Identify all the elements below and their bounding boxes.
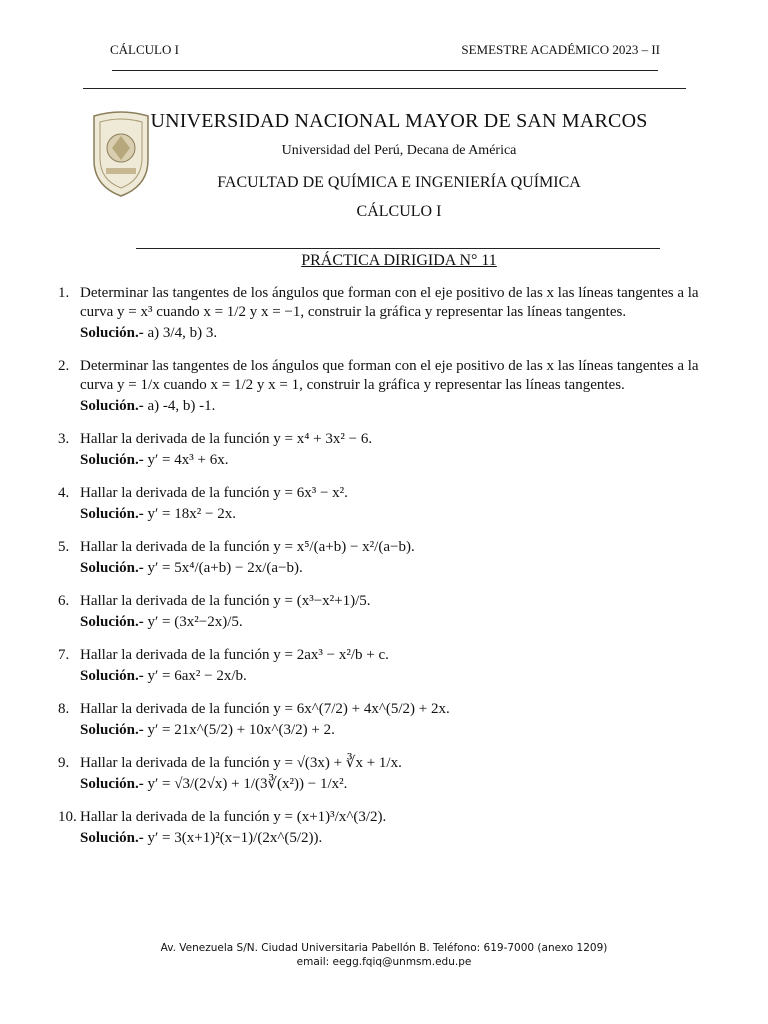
problem-solution <box>80 613 718 632</box>
solution-value: y′ = 18x² − 2x. <box>147 506 236 522</box>
university-subtitle: Universidad del Perú, Decana de América <box>281 143 517 158</box>
solution-label: Solución.- <box>80 614 144 630</box>
problem-statement: Hallar la derivada de la función y = x⁵/(a+b) − x²/(a−b). <box>80 539 415 555</box>
solution-label: Solución.- <box>80 325 144 341</box>
problem-statement: Hallar la derivada de la función y = (x³−x²+1)/5. <box>80 593 371 609</box>
problem-number: 1. <box>58 285 70 301</box>
problem-solution <box>80 324 718 343</box>
problem-statement: Hallar la derivada de la función y = (x+1)³/x^(3/2). <box>80 809 387 825</box>
solution-value: y′ = 4x³ + 6x. <box>147 452 229 468</box>
problem-solution <box>80 721 718 740</box>
solution-label: Solución.- <box>80 722 144 738</box>
problem-list <box>58 284 718 848</box>
solution-label: Solución.- <box>80 398 144 414</box>
problem-number: 7. <box>58 647 70 663</box>
solution-value: y′ = 5x⁴/(a+b) − 2x/(a−b). <box>147 560 303 576</box>
problem-statement: Hallar la derivada de la función y = √(3x) + ∛x + 1/x. <box>80 755 402 771</box>
footer-email: email: eegg.fqiq@unmsm.edu.pe <box>296 956 472 968</box>
faculty-name: FACULTAD DE QUÍMICA E INGENIERÍA QUÍMICA <box>217 174 581 191</box>
header-rule <box>112 70 658 71</box>
problem-statement: Determinar las tangentes de los ángulos que forman con el eje positivo de las x las líneas tangentes a la curva y = 1/x cuando x = 1/2 y x = 1, construir la gráfica y representar las líneas tangentes. <box>80 358 699 393</box>
footer-address: Av. Venezuela S/N. Ciudad Universitaria Pabellón B. Teléfono: 619-7000 (anexo 1209) <box>160 942 608 954</box>
problem-solution <box>80 829 718 848</box>
page-header <box>110 42 660 62</box>
header-course: CÁLCULO I <box>110 42 179 57</box>
problem-statement: Determinar las tangentes de los ángulos que forman con el eje positivo de las x las líneas tangentes a la curva y = x³ cuando x = 1/2 y x = −1, construir la gráfica y representar las líneas tangentes. <box>80 285 699 320</box>
problem-item <box>58 284 718 343</box>
problem-item <box>58 700 718 740</box>
solution-value: y′ = 6ax² − 2x/b. <box>147 668 247 684</box>
solution-value: y′ = √3/(2√x) + 1/(3∛(x²)) − 1/x². <box>147 776 348 792</box>
problem-item <box>58 754 718 794</box>
problem-number: 6. <box>58 593 70 609</box>
university-name: UNIVERSIDAD NACIONAL MAYOR DE SAN MARCOS <box>150 110 648 132</box>
solution-label: Solución.- <box>80 506 144 522</box>
problem-solution <box>80 505 718 524</box>
problem-statement: Hallar la derivada de la función y = 6x^(7/2) + 4x^(5/2) + 2x. <box>80 701 450 717</box>
problem-number: 4. <box>58 485 70 501</box>
header-rule-long <box>83 88 686 89</box>
course-name: CÁLCULO I <box>356 203 442 220</box>
solution-value: a) -4, b) -1. <box>147 398 216 414</box>
problem-statement: Hallar la derivada de la función y = x⁴ + 3x² − 6. <box>80 431 373 447</box>
problem-number: 9. <box>58 755 70 771</box>
problem-number: 10. <box>58 809 77 825</box>
problem-number: 3. <box>58 431 70 447</box>
problem-item <box>58 646 718 686</box>
solution-label: Solución.- <box>80 668 144 684</box>
solution-value: a) 3/4, b) 3. <box>147 325 218 341</box>
title-rule <box>136 248 660 249</box>
practice-title: PRÁCTICA DIRIGIDA N° 11 <box>301 252 497 269</box>
problem-number: 5. <box>58 539 70 555</box>
problem-solution <box>80 397 718 416</box>
problem-item <box>58 538 718 578</box>
solution-value: y′ = 21x^(5/2) + 10x^(3/2) + 2. <box>147 722 335 738</box>
header-semester: SEMESTRE ACADÉMICO 2023 – II <box>461 42 660 57</box>
problem-solution <box>80 667 718 686</box>
solution-value: y′ = (3x²−2x)/5. <box>147 614 243 630</box>
solution-label: Solución.- <box>80 776 144 792</box>
problem-statement: Hallar la derivada de la función y = 2ax³ − x²/b + c. <box>80 647 389 663</box>
solution-label: Solución.- <box>80 452 144 468</box>
problem-solution <box>80 775 718 794</box>
problem-solution <box>80 559 718 578</box>
problem-item <box>58 808 718 848</box>
problem-item <box>58 592 718 632</box>
solution-value: y′ = 3(x+1)²(x−1)/(2x^(5/2)). <box>147 830 323 846</box>
problem-item <box>58 430 718 470</box>
solution-label: Solución.- <box>80 560 144 576</box>
problem-item <box>58 357 718 416</box>
problem-statement: Hallar la derivada de la función y = 6x³ − x². <box>80 485 348 501</box>
problem-number: 2. <box>58 358 70 374</box>
solution-label: Solución.- <box>80 830 144 846</box>
problem-number: 8. <box>58 701 70 717</box>
problem-solution <box>80 451 718 470</box>
problem-item <box>58 484 718 524</box>
